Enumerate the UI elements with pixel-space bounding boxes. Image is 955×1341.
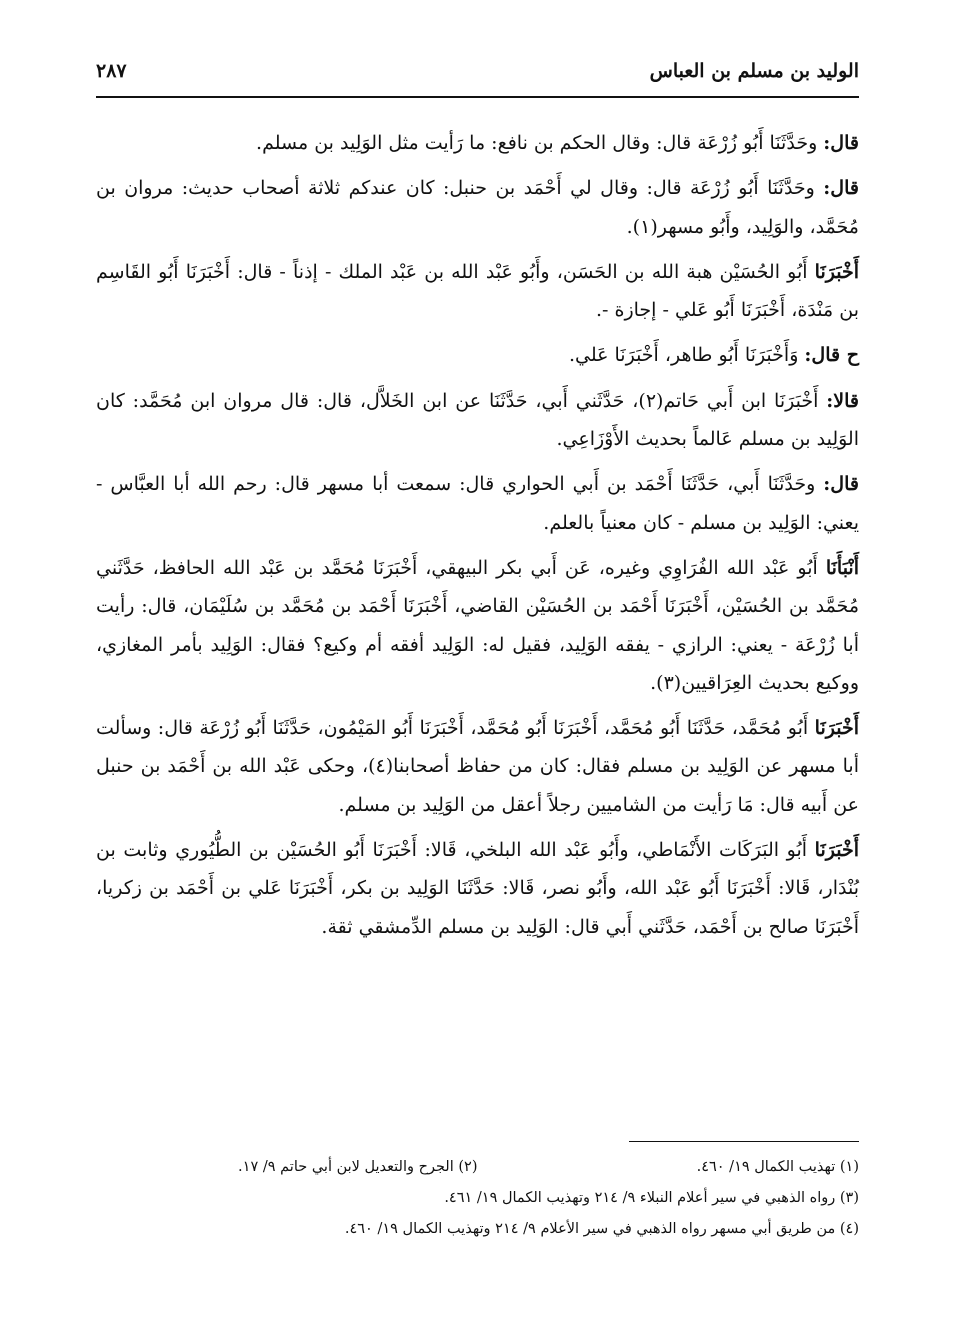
paragraph-text: وحَدَّثَنَا أَبي، حَدَّثَنَا أَحْمَد بن أَبي الحواري قال: سمعت أبا مسهر قال: رحم الله أبا العبَّاس - يعني: الوَلِيد بن مسلم - كان معنياً بالعلم. bbox=[96, 473, 859, 534]
paragraph bbox=[96, 709, 859, 824]
paragraph bbox=[96, 253, 859, 330]
paragraph bbox=[96, 831, 859, 946]
paragraph-lead: قال: bbox=[823, 177, 859, 200]
paragraph-lead: أَنْبَأَنَا bbox=[825, 556, 859, 579]
main-text bbox=[96, 124, 859, 953]
page-header bbox=[96, 56, 859, 98]
paragraph-text: وحَدَّثَنَا أَبُو زُرْعَة قال: وقال لي أَحْمَد بن حنبل: كان عندكم ثلاثة أصحاب حديث: مروان بن مُحَمَّد، والوَلِيد، وأَبُو مسهر(١). bbox=[96, 177, 859, 238]
footnotes bbox=[96, 1152, 859, 1245]
footnote: (٢) الجرح والتعديل لابن أبي حاتم ٩/ ١٧. bbox=[238, 1159, 478, 1175]
paragraph-lead: قالا: bbox=[826, 389, 859, 412]
paragraph-text: أَبُو مُحَمَّد، حَدَّثَنَا أَبُو مُحَمَّد، أَخْبَرَنَا أَبُو مُحَمَّد، أَخْبَرَنَا أَبُو المَيْمُون، حَدَّثَنَا أَبُو زُرْعَة قال: وسألت أبا مسهر عن الوَلِيد بن مسلم فقال: كان من حفاظ أصحابنا(٤)، وحكى عَبْد الله بن أَحْمَد بن حنبل عن أَبيه قال: مَا رَأيت من الشاميين رجلاً أعقل من الوَلِيد بن مسلم. bbox=[96, 717, 859, 816]
paragraph-lead: أَخْبَرَنَا bbox=[814, 260, 859, 283]
paragraph-text: أَبُو الحُسَيْن هبة الله بن الحَسَن، وأَبُو عَبْد الله بن عَبْد الملك - إذناً - قال: أَخْبَرَنَا أَبُو القَاسِم بن مَنْدَة، أَخْبَرَنَا أَبُو عَلي - إجازة -. bbox=[96, 260, 859, 322]
footnote: (١) تهذيب الكمال ١٩/ ٤٦٠. bbox=[696, 1159, 859, 1175]
paragraph-lead: قال: bbox=[823, 473, 859, 496]
paragraph-lead: أَخْبَرَنَا bbox=[814, 717, 859, 740]
paragraph-text: وَأَخْبَرَنَا أَبُو طاهر، أَخْبَرَنَا عَلي. bbox=[568, 344, 805, 367]
paragraph-text: أَخْبَرَنَا ابن أَبي حَاتم(٢)، حَدَّثَني أَبي، حَدَّثَنَا عن ابن الخَلاَّل، قال: قال مروان ابن مُحَمَّد: كان الوَلِيد بن مسلم عَالماً بحديث الأَوْزَاعِي. bbox=[96, 389, 859, 451]
running-title: الوليد بن مسلم بن العباس bbox=[649, 60, 859, 82]
footnote-divider bbox=[629, 1141, 859, 1142]
paragraph-lead: ح قال: bbox=[804, 344, 859, 367]
paragraph bbox=[96, 124, 859, 162]
paragraph-text: وحَدَّثَنَا أَبُو زُرْعَة قال: وقال الحكم بن نافع: ما رَأيت مثل الوَلِيد بن مسلم. bbox=[256, 132, 824, 154]
paragraph bbox=[96, 549, 859, 702]
paragraph bbox=[96, 169, 859, 246]
page-number: ٢٨٧ bbox=[96, 60, 127, 82]
paragraph-lead: أَخْبَرَنَا bbox=[814, 839, 859, 862]
paragraph bbox=[96, 465, 859, 542]
footnote-row bbox=[96, 1152, 859, 1183]
paragraph-text: أَبُو عَبْد الله الفُرَاوِي وغيره، عَن أَبي بكر البيهقي، أَخْبَرَنَا مُحَمَّد بن عَبْد الله الحافظ، حَدَّثَني مُحَمَّد بن الحُسَيْن، أَخْبَرَنَا أَحْمَد بن الحُسَيْن القاضي، أَخْبَرَنَا أَحْمَد بن مُحَمَّد بن سُلَيْمَان، قال: رأيت أبا زُرْعَة - يعني: الرازي - يفقه الوَلِيد، فقيل له: الوَلِيد أفقه أم وكيع؟ فقال: الوَلِيد بأمر المغازي، ووكيع بحديث العِرَاقيين(٣). bbox=[96, 556, 859, 694]
footnote: (٣) رواه الذهبي في سير أعلام النبلاء ٩/ ٢١٤ وتهذيب الكمال ١٩/ ٤٦١. bbox=[444, 1190, 859, 1206]
paragraph-text: أَبُو البَرَكَات الأَنْمَاطي، وأَبُو عَبْد الله البلخي، قَالا: أَخْبَرَنَا أَبُو الحُسَيْن بن الطُّيُوري وثابت بن بُنْدَار، قَالا: أَخْبَرَنَا أَبُو عَبْد الله، وأَبُو نصر، قَالا: حَدَّثَنَا الوَلِيد بن بكر، أَخْبَرَنَا عَلي بن أَحْمَد بن زكريا، أَخْبَرَنَا صالح بن أَحْمَد، حَدَّثَني أَبي قال: الوَلِيد بن مسلم الدِّمشقي ثقة. bbox=[96, 839, 859, 938]
footnote: (٤) من طريق أبي مسهر رواه الذهبي في سير الأعلام ٩/ ٢١٤ وتهذيب الكمال ١٩/ ٤٦٠. bbox=[344, 1221, 859, 1237]
paragraph-lead: قال: bbox=[823, 132, 859, 154]
paragraph bbox=[96, 382, 859, 459]
paragraph bbox=[96, 336, 859, 374]
